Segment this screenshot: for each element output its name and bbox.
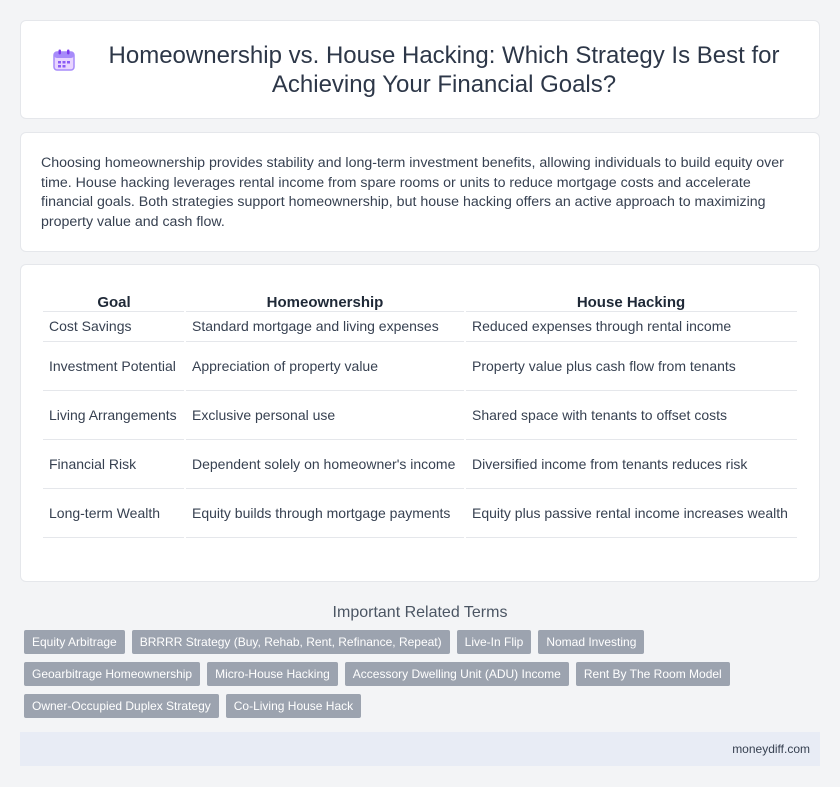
related-term-tag[interactable]: Geoarbitrage Homeownership: [24, 662, 200, 686]
goal-cell: Long-term Wealth: [43, 488, 185, 537]
house-hacking-cell: Shared space with tenants to offset costs: [465, 390, 797, 439]
house-hacking-cell: Reduced expenses through rental income: [465, 311, 797, 341]
homeownership-cell: Exclusive personal use: [185, 390, 465, 439]
comparison-card: [20, 264, 820, 582]
column-header-homeownership: Homeownership: [185, 289, 465, 311]
goal-cell: Financial Risk: [43, 439, 185, 488]
goal-cell: Cost Savings: [43, 311, 185, 341]
footer: [20, 732, 820, 766]
intro-card: [20, 132, 820, 252]
table-row: [43, 311, 797, 341]
related-term-tag[interactable]: Owner-Occupied Duplex Strategy: [24, 694, 219, 718]
related-terms-heading: Important Related Terms: [332, 604, 508, 621]
related-terms-list: [20, 630, 820, 726]
table-row: [43, 390, 797, 439]
related-term-tag[interactable]: Rent By The Room Model: [576, 662, 730, 686]
column-header-goal: Goal: [43, 289, 185, 311]
table-row: [43, 488, 797, 537]
related-term-tag[interactable]: BRRRR Strategy (Buy, Rehab, Rent, Refinance, Repeat): [132, 630, 450, 654]
house-hacking-cell: Equity plus passive rental income increases wealth: [465, 488, 797, 537]
page-title: Homeownership vs. House Hacking: Which Strategy Is Best for Achieving Your Financial Goals?: [108, 41, 780, 98]
calendar-icon: [51, 47, 77, 73]
related-term-tag[interactable]: Co-Living House Hack: [226, 694, 361, 718]
column-header-house-hacking: House Hacking: [465, 289, 797, 311]
goal-cell: Investment Potential: [43, 341, 185, 390]
homeownership-cell: Appreciation of property value: [185, 341, 465, 390]
homeownership-cell: Standard mortgage and living expenses: [185, 311, 465, 341]
header: [51, 41, 789, 99]
table-row: [43, 341, 797, 390]
house-hacking-cell: Property value plus cash flow from tenants: [465, 341, 797, 390]
homeownership-cell: Dependent solely on homeowner's income: [185, 439, 465, 488]
related-term-tag[interactable]: Accessory Dwelling Unit (ADU) Income: [345, 662, 569, 686]
goal-cell: Living Arrangements: [43, 390, 185, 439]
homeownership-cell: Equity builds through mortgage payments: [185, 488, 465, 537]
intro-paragraph: Choosing homeownership provides stability and long-term investment benefits, allowing individuals to build equity over time. House hacking leverages rental income from spare rooms or units to reduce mortgage costs and accelerate financial goals. Both strategies support homeownership, but house hacking offers an active approach to maximizing property value and cash flow.: [41, 155, 784, 230]
comparison-table: [43, 289, 797, 538]
table-row: [43, 439, 797, 488]
related-term-tag[interactable]: Equity Arbitrage: [24, 630, 125, 654]
related-term-tag[interactable]: Micro-House Hacking: [207, 662, 338, 686]
site-name[interactable]: moneydiff.com: [732, 742, 810, 756]
header-card: [20, 20, 820, 119]
related-term-tag[interactable]: Live-In Flip: [457, 630, 532, 654]
house-hacking-cell: Diversified income from tenants reduces risk: [465, 439, 797, 488]
related-term-tag[interactable]: Nomad Investing: [538, 630, 644, 654]
table-header-row: [43, 289, 797, 311]
